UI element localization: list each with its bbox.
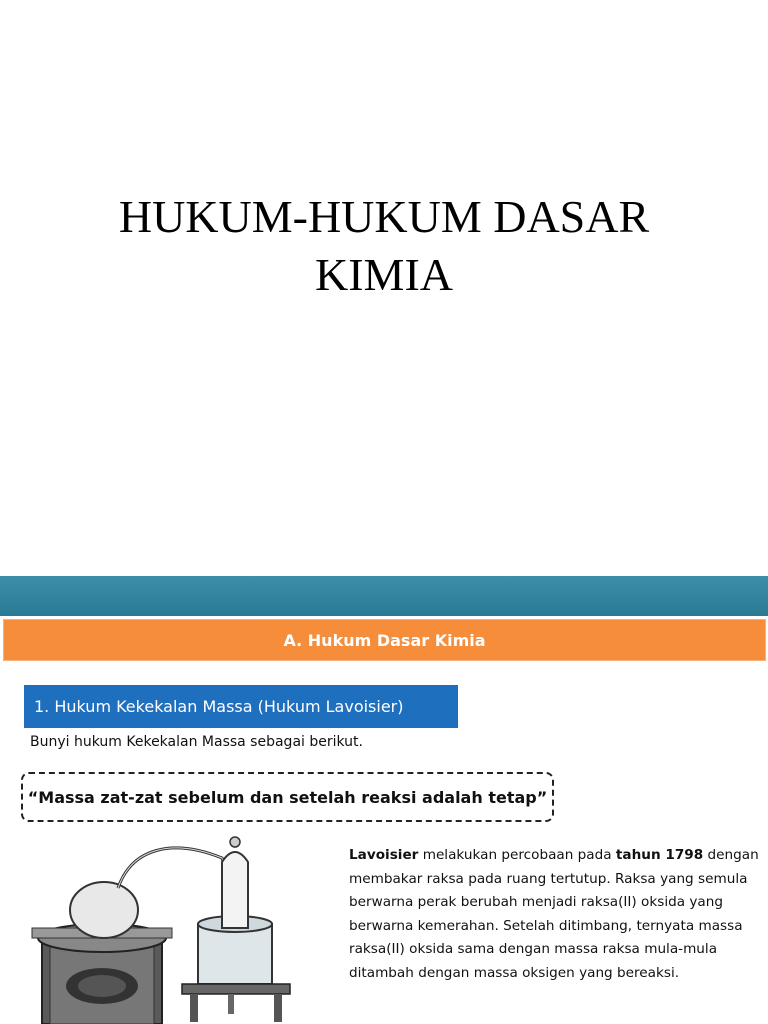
desc-name: Lavoisier	[349, 847, 419, 863]
law-title-box: 1. Hukum Kekekalan Massa (Hukum Lavoisier)	[24, 685, 458, 728]
desc-part1: melakukan percobaan pada	[418, 847, 616, 863]
law-quote-box: “Massa zat-zat sebelum dan setelah reaksi adalah tetap”	[21, 772, 554, 822]
law-statement-intro: Bunyi hukum Kekekalan Massa sebagai berikut.	[30, 734, 363, 750]
content-slide	[0, 576, 768, 1024]
desc-year: tahun 1798	[615, 847, 704, 863]
section-title-bar: A. Hukum Dasar Kimia	[3, 619, 766, 661]
lavoisier-apparatus-icon	[22, 828, 342, 1024]
slide-title	[60, 188, 708, 304]
header-band	[0, 576, 768, 616]
title-line-2: KIMIA	[315, 249, 453, 300]
title-line-1: HUKUM-HUKUM DASAR	[118, 191, 650, 242]
lavoisier-description	[349, 844, 763, 985]
desc-part2: dengan membakar raksa pada ruang tertutup. Raksa yang semula berwarna perak berubah menjadi raksa(II) oksida yang berwarna kemerahan. Setelah ditimbang, ternyata massa raksa(II) oksida sama dengan massa raksa mula-mula ditambah dengan massa oksigen yang bereaksi.	[349, 847, 759, 981]
